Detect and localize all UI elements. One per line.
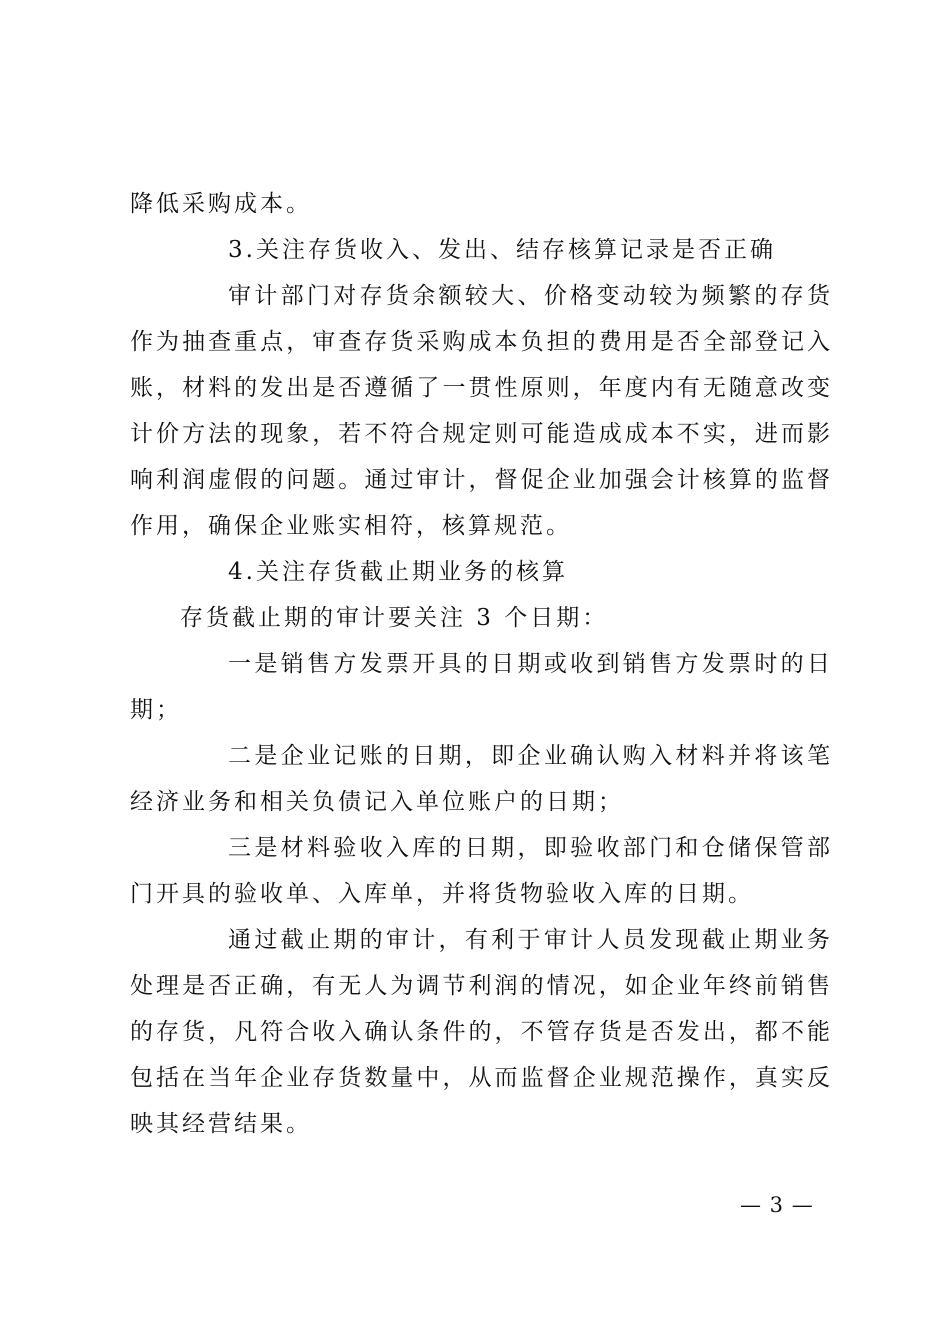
text-line-16: 门开具的验收单、入库单，并将货物验收入库的日期。 (130, 881, 754, 907)
text-line-6: 计价方法的现象，若不符合规定则可能造成成本不实，进而影 (130, 421, 830, 447)
section-heading-4: 4.关注存货截止期业务的核算 (228, 559, 568, 585)
text-line-7: 响利润虚假的问题。通过审计，督促企业加强会计核算的监督 (130, 467, 830, 493)
text-line-1: 降低采购成本。 (130, 191, 312, 217)
section-heading-3: 3.关注存货收入、发出、结存核算记录是否正确 (228, 237, 776, 263)
text-line-19: 的存货，凡符合收入确认条件的，不管存货是否发出，都不能 (130, 1019, 830, 1045)
text-line-15: 三是材料验收入库的日期，即验收部门和仓储保管部 (228, 835, 830, 861)
text-line-14: 经济业务和相关负债记入单位账户的日期； (130, 789, 624, 815)
text-line-10: 存货截止期的审计要关注 3 个日期： (180, 605, 609, 631)
text-line-17: 通过截止期的审计，有利于审计人员发现截止期业务 (228, 927, 830, 953)
text-line-3: 审计部门对存货余额较大、价格变动较为频繁的存货 (228, 283, 830, 309)
text-line-12: 期； (130, 697, 182, 723)
text-line-21: 映其经营结果。 (130, 1111, 312, 1137)
text-line-20: 包括在当年企业存货数量中，从而监督企业规范操作，真实反 (130, 1065, 830, 1091)
text-line-11: 一是销售方发票开具的日期或收到销售方发票时的日 (228, 651, 830, 677)
text-line-13: 二是企业记账的日期，即企业确认购入材料并将该笔 (228, 743, 830, 769)
text-line-8: 作用，确保企业账实相符，核算规范。 (130, 513, 572, 539)
text-line-5: 账，材料的发出是否遵循了一贯性原则，年度内有无随意改变 (130, 375, 830, 401)
text-line-4: 作为抽查重点，审查存货采购成本负担的费用是否全部登记入 (130, 329, 830, 355)
text-line-18: 处理是否正确，有无人为调节利润的情况，如企业年终前销售 (130, 973, 830, 999)
page-number: — 3 — (740, 1193, 814, 1217)
